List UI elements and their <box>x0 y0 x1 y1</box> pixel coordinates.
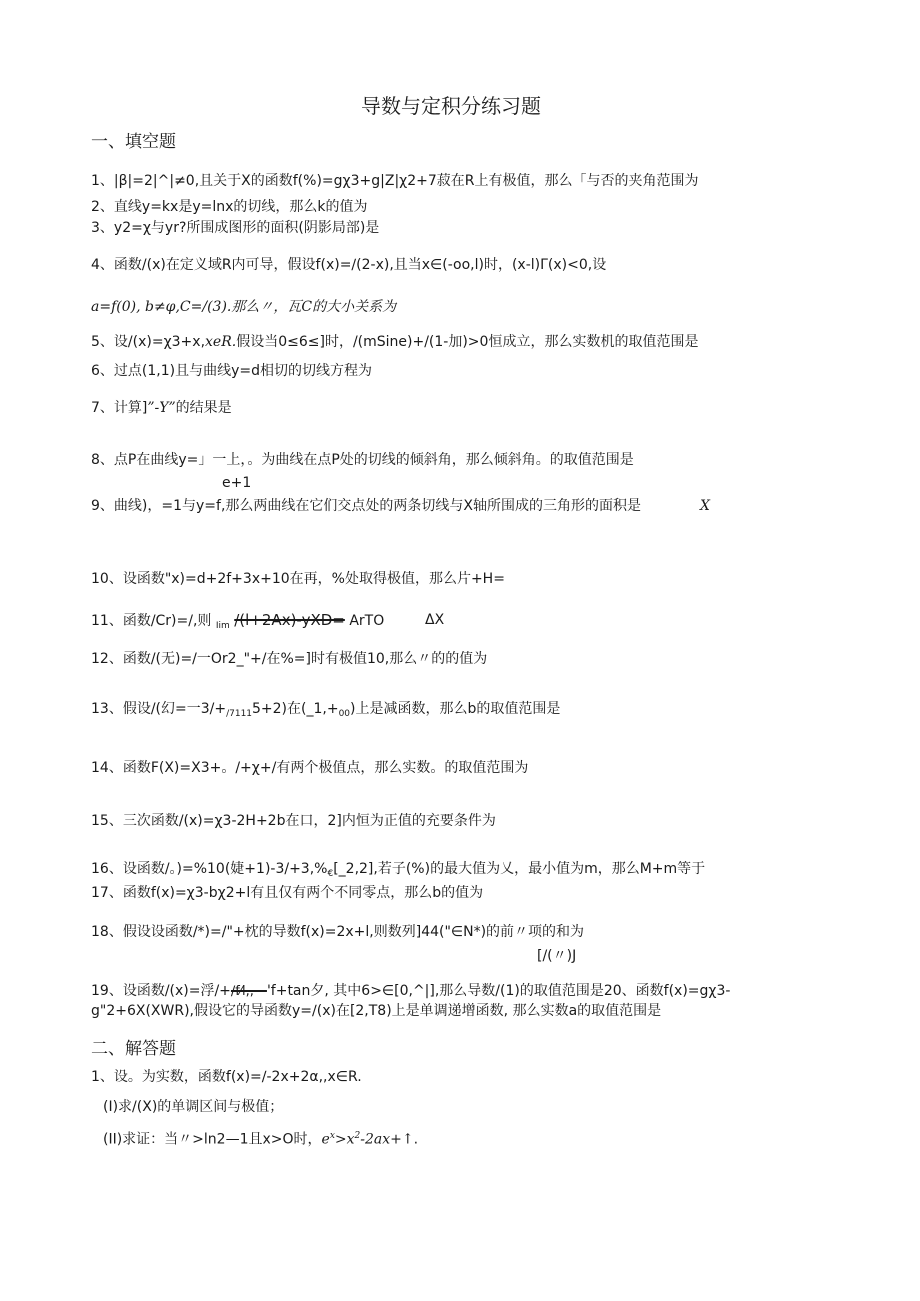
question-12: 12、函数/(无)=/一Or2_"+/在%=]时有极值10,那么〃的的值为 <box>91 651 488 667</box>
question-11 <box>91 611 451 635</box>
question-7-part-b: ”-Y” <box>147 400 176 416</box>
question-7-part-c: 的结果是 <box>175 400 232 416</box>
question-11-delta: ΔX <box>425 612 445 628</box>
question-5-part-b: xeR. <box>205 334 237 350</box>
question-4: 4、函数/(x)在定义域R内可导，假设f(x)=∕(2-x),且当x∈(-oo,l)时，(x-l)Γ(x)<0,设 <box>91 257 607 273</box>
question-13-part-d: 00 <box>338 709 351 719</box>
question-5-part-a: 5、设/(x)=χ3+x, <box>91 334 206 350</box>
question-8: 8、点P在曲线y=」一上，。为曲线在点P处的切线的倾斜角，那么倾斜角。的取值范围是 <box>91 452 634 468</box>
question-6: 6、过点(1,1)且与曲线y=d相切的切线方程为 <box>91 363 372 379</box>
question-16-part-b: € <box>327 869 334 879</box>
question-17: 17、函数f(x)=χ3-bχ2+l有且仅有两个不同零点，那么b的值为 <box>91 885 484 901</box>
answer-question-1-part-ii <box>103 1127 418 1149</box>
question-9-tail: X <box>700 498 710 514</box>
question-9-text: 9、曲线)，=1与y=f,那么两曲线在它们交点处的两条切线与X轴所围成的三角形的面积是 <box>91 498 641 514</box>
question-7 <box>91 399 232 417</box>
part-ii-exp-x: x <box>329 1131 335 1141</box>
question-19-part-a: 19、设函数/(x)=浮/+ <box>91 983 231 999</box>
question-19 <box>91 982 730 1001</box>
question-11-part-a: 11、函数/Cr)=/,则 <box>91 613 212 629</box>
question-19-part-b: ∕f⁄l,,— <box>230 984 267 999</box>
question-11-expression: /(l+2Ax)-yXD= <box>234 611 345 629</box>
question-16 <box>91 860 705 883</box>
question-9 <box>91 497 713 515</box>
part-ii-e: e <box>321 1131 330 1148</box>
question-5-part-c: 假设当0≤6≤]时，/(mSine)+/(1-加)>0恒成立，那么实数机的取值范围是 <box>236 334 699 350</box>
answer-question-1: 1、设。为实数，函数f(x)=∕-2x+2α,,x∈R. <box>91 1069 362 1085</box>
question-13-part-b: /7111 <box>226 709 253 719</box>
question-2: 2、直线y=kx是y=lnx的切线，那么k的值为 <box>91 199 368 215</box>
question-13-part-e: )上是减函数，那么b的取值范围是 <box>350 701 561 717</box>
part-ii-arrow: ↑ <box>401 1131 414 1148</box>
question-19-part-c: 'f+tan夕, 其中6>∈[0,^|],那么导数/(1)的取值范围是20、函数f(x)=gχ3- <box>266 983 731 999</box>
question-13 <box>91 700 560 723</box>
question-11-lim: Iim <box>215 621 230 631</box>
section-heading-fill-in: 一、填空题 <box>91 132 176 152</box>
question-11-limit-var: ArTO <box>349 613 385 629</box>
question-7-part-a: 7、计算] <box>91 400 148 416</box>
part-ii-period: . <box>413 1131 419 1148</box>
question-18: 18、假设设函数/*)=/"+枕的导数f(x)=2x+l,则数列]44("∈N*)的前〃项的和为 <box>91 924 585 940</box>
question-16-part-c: [_2,2],若子(%)的最大值为乂，最小值为m，那么M+m等于 <box>333 861 706 877</box>
question-18-denominator: [/(〃)J <box>537 948 577 964</box>
part-ii-exp-2: 2 <box>354 1131 361 1141</box>
question-3: 3、y2=χ与yr?所围成图形的面积(阴影局部)是 <box>91 220 380 236</box>
question-1: 1、|β|=2|^|≠0,且关于X的函数f(%)=gχ3+g|Z|χ2+7菽在R上有极值，那么「与否的夹角范围为 <box>91 173 699 189</box>
question-10: 10、设函数"x)=d+2f+3x+10在再，%处取得极值，那么片+H= <box>91 571 505 587</box>
page-title: 导数与定积分练习题 <box>361 94 541 118</box>
question-14: 14、函数F(X)=X3+。/+χ+/有两个极值点，那么实数。的取值范围为 <box>91 760 529 776</box>
question-13-part-a: 13、假设/(幻=一3/+ <box>91 701 227 717</box>
question-13-part-c: 5+2)在(_1,+ <box>252 701 339 717</box>
section-heading-answers: 二、解答题 <box>91 1039 176 1059</box>
part-ii-gt-x: >x <box>334 1131 355 1148</box>
part-ii-rest: -2ax+ <box>360 1131 402 1148</box>
question-4-continued: a=f(0), b≠φ,C=/(3).那么〃，瓦C的大小关系为 <box>91 299 397 315</box>
question-19-continued: g"2+6X(XWR),假设它的导函数y=∕(x)在[2,T8)上是单调递增函数, 那么实数a的取值范围是 <box>91 1003 662 1019</box>
question-16-part-a: 16、设函数/。)=%10(婕+1)-3/+3,% <box>91 861 328 877</box>
part-ii-text: (II)求证：当〃>ln2—1且x>O时， <box>103 1131 322 1148</box>
question-8-denominator: e+1 <box>222 475 252 491</box>
answer-question-1-part-i: (I)求/(X)的单调区间与极值； <box>103 1099 284 1115</box>
question-15: 15、三次函数/(x)=χ3-2H+2b在口，2]内恒为正值的充要条件为 <box>91 813 496 829</box>
question-5 <box>91 333 698 351</box>
